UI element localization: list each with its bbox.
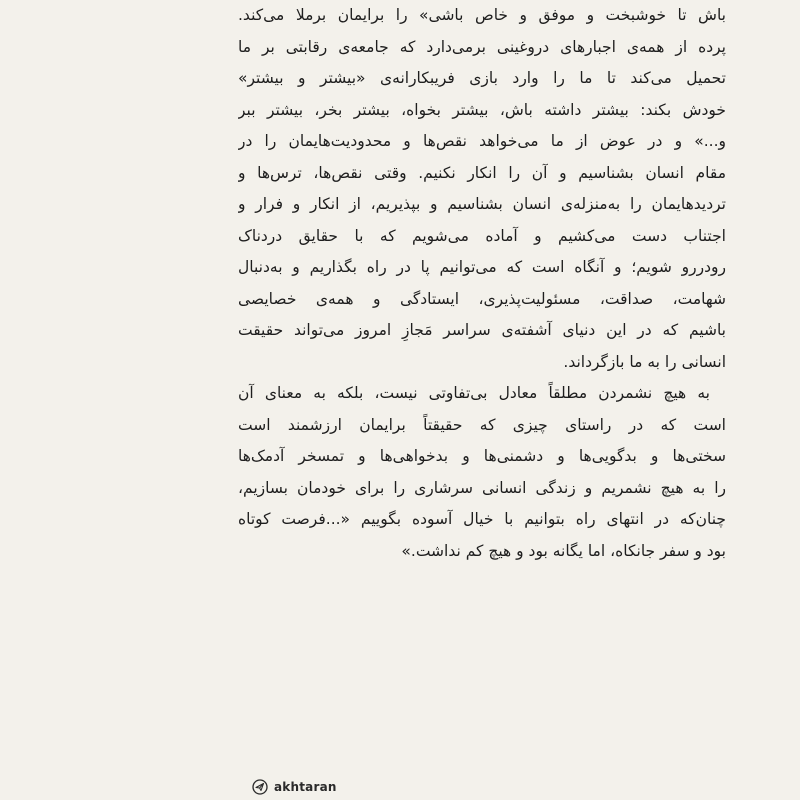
text-line: را به هیچ نشمریم و زندگی انسانی سرشاری را برای خودمان بسازیم، <box>238 478 726 497</box>
paragraph-1 <box>238 0 726 378</box>
text-line: انسانی را به ما بازگرداند. <box>563 352 726 371</box>
text-line: و...» و در عوض از ما می‌خواهد نقص‌ها و محدودیت‌هایمان را در <box>238 132 726 150</box>
paper-plane-icon <box>252 779 268 795</box>
text-line: خودش بکند: بیشتر داشته باش، بیشتر بخواه، بیشتر بخر، بیشتر ببر <box>238 100 726 119</box>
text-line: رودررو شویم؛ و آنگاه است که می‌توانیم پا در راه بگذاریم و به‌دنبال <box>238 258 726 276</box>
text-line: است که در راستای چیزی که حقیقتاً برایمان ارزشمند است <box>238 415 726 434</box>
publisher-logo <box>252 776 337 798</box>
text-line: سختی‌ها و بدگویی‌ها و دشمنی‌ها و بدخواهی‌ها و تمسخر آدمک‌ها <box>238 447 726 465</box>
paragraph-2 <box>238 378 726 567</box>
text-line: تحمیل می‌کند تا ما را وارد بازی فریبکارانه‌ی «بیشتر و بیشتر» <box>238 69 726 87</box>
text-line: تردیدهایمان را به‌منزله‌ی انسان بشناسیم و بپذیریم، از انکار و فرار و <box>238 195 726 213</box>
text-line: به هیچ نشمردن مطلقاً معادل بی‌تفاوتی نیست، بلکه به معنای آن <box>238 384 710 402</box>
text-line: بود و سفر جانکاه، اما یگانه بود و هیچ کم نداشت.» <box>401 541 726 560</box>
text-line: چنان‌که در انتهای راه بتوانیم با خیال آسوده بگوییم «...فرصت کوتاه <box>238 510 726 528</box>
text-line: شهامت، صداقت، مسئولیت‌پذیری، ایستادگی و همه‌ی خصایصی <box>238 289 726 308</box>
text-line: باش تا خوشبخت و موفق و خاص باشی» را برایمان برملا می‌کند. <box>238 6 726 24</box>
text-line: باشیم که در این دنیای آشفته‌ی سراسر مَجازِ امروز می‌تواند حقیقت <box>238 321 726 339</box>
body-text <box>238 0 726 567</box>
publisher-name: akhtaran <box>274 780 337 794</box>
text-line: اجتناب دست می‌کشیم و آماده می‌شویم که با حقایق دردناک <box>238 226 726 245</box>
text-line: مقام انسان بشناسیم و آن را انکار نکنیم. وقتی نقص‌ها، ترس‌ها و <box>238 163 726 182</box>
text-line: پرده از همه‌ی اجبارهای دروغینی برمی‌دارد که جامعه‌ی رقابتی بر ما <box>238 37 726 56</box>
